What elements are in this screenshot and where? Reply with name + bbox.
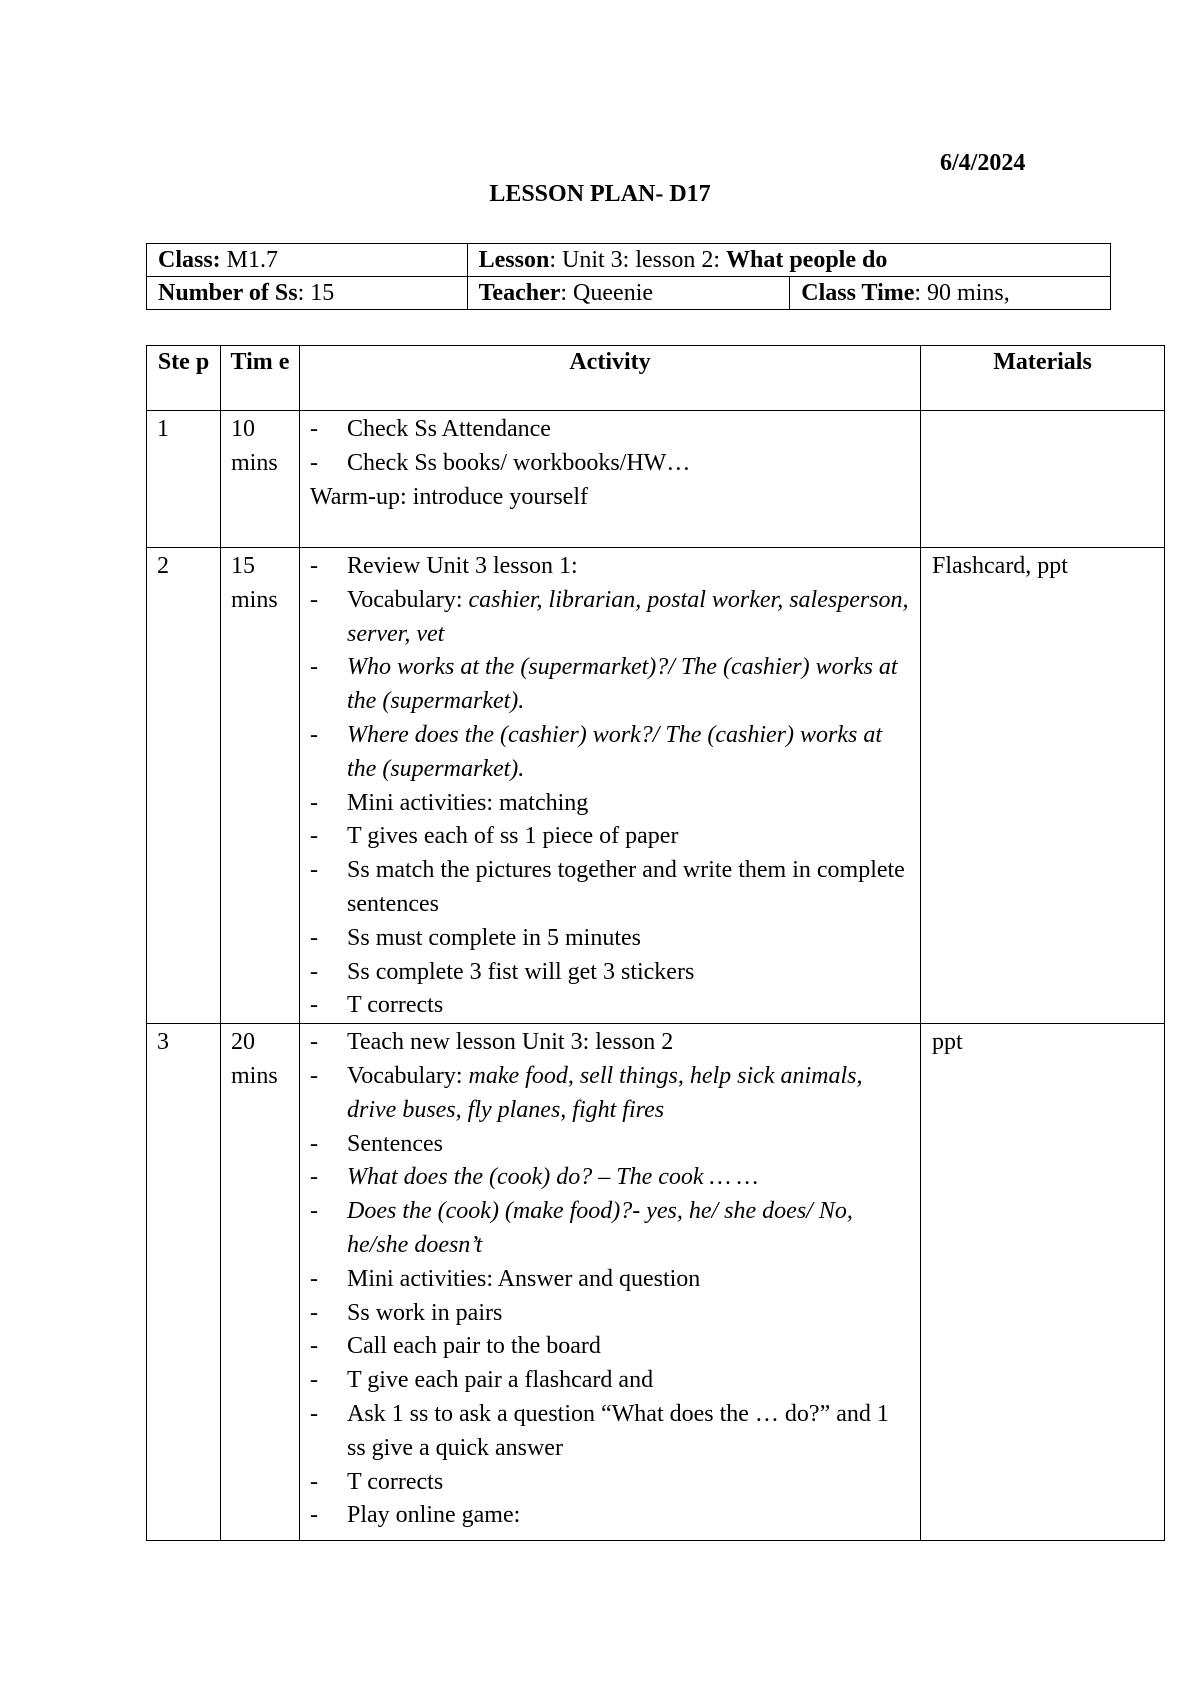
activity-header: Activity <box>300 346 921 411</box>
activity-item: - What does the (cook) do? – The cook … … <box>310 1161 910 1195</box>
lesson-value: : Unit 3: lesson 2: <box>549 247 726 273</box>
step-cell: 2 <box>147 548 221 1024</box>
time-cell: 10 mins <box>221 411 300 548</box>
teacher-value: : Queenie <box>560 280 654 306</box>
activity-item: - Teach new lesson Unit 3: lesson 2 <box>310 1026 910 1060</box>
class-time-cell <box>790 277 1111 310</box>
activity-item: - T corrects <box>310 1466 910 1500</box>
lesson-title: What people do <box>725 247 888 273</box>
activity-item: - Does the (cook) (make food)?- yes, he/ she does/ No, he/she doesn’t <box>310 1195 910 1263</box>
plan-row <box>147 411 1165 548</box>
activity-item: - Sentences <box>310 1128 910 1162</box>
activity-item: - Ss match the pictures together and write them in complete sentences <box>310 854 910 922</box>
plan-row <box>147 548 1165 1024</box>
step-cell: 1 <box>147 411 221 548</box>
time-header: Tim e <box>221 346 300 411</box>
materials-cell: ppt <box>921 1024 1165 1541</box>
plan-header-row <box>147 346 1165 411</box>
students-label: Number of Ss <box>158 280 298 306</box>
materials-header: Materials <box>921 346 1165 411</box>
lesson-plan-table <box>146 345 1165 1541</box>
materials-cell <box>921 411 1165 548</box>
class-value: M1.7 <box>226 247 279 273</box>
class-cell <box>147 244 468 277</box>
lesson-label: Lesson <box>478 247 550 273</box>
activity-item: - Mini activities: matching <box>310 787 910 821</box>
activity-item: - Call each pair to the board <box>310 1330 910 1364</box>
document-title: LESSON PLAN- D17 <box>489 181 711 207</box>
activity-item: - Check Ss books/ workbooks/HW… <box>310 447 910 481</box>
time-cell: 15 mins <box>221 548 300 1024</box>
materials-cell: Flashcard, ppt <box>921 548 1165 1024</box>
class-time-value: : 90 mins, <box>914 280 1010 306</box>
time-cell: 20 mins <box>221 1024 300 1541</box>
step-header: Ste p <box>147 346 221 411</box>
activity-item: - Mini activities: Answer and question <box>310 1263 910 1297</box>
students-cell <box>147 277 468 310</box>
teacher-label: Teacher <box>478 280 561 306</box>
class-info-row <box>147 244 1111 277</box>
activity-item: - Vocabulary: cashier, librarian, postal worker, salesperson, server, vet <box>310 584 910 652</box>
activity-item: - Ask 1 ss to ask a question “What does the … do?” and 1 ss give a quick answer <box>310 1398 910 1466</box>
activity-item: - Review Unit 3 lesson 1: <box>310 550 910 584</box>
activity-cell <box>300 1024 921 1541</box>
activity-item: - Check Ss Attendance <box>310 413 910 447</box>
activity-item: - Play online game: <box>310 1499 910 1533</box>
activity-item: - Ss complete 3 fist will get 3 stickers <box>310 956 910 990</box>
lesson-cell <box>467 244 1110 277</box>
activity-cell <box>300 548 921 1024</box>
activity-item: - Who works at the (supermarket)?/ The (cashier) works at the (supermarket). <box>310 651 910 719</box>
students-value: : 15 <box>297 280 335 306</box>
class-info-row <box>147 277 1111 310</box>
activity-item: - T give each pair a flashcard and <box>310 1364 910 1398</box>
activity-item: - T corrects <box>310 989 910 1023</box>
activity-item: - Ss must complete in 5 minutes <box>310 922 910 956</box>
class-info-table <box>146 243 1111 310</box>
activity-item: - Where does the (cashier) work?/ The (cashier) works at the (supermarket). <box>310 719 910 787</box>
activity-item: - Ss work in pairs <box>310 1297 910 1331</box>
activity-cell <box>300 411 921 548</box>
class-label: Class: <box>158 247 221 273</box>
step-cell: 3 <box>147 1024 221 1541</box>
document-date: 6/4/2024 <box>940 150 1026 176</box>
teacher-cell <box>467 277 790 310</box>
activity-item: - T gives each of ss 1 piece of paper <box>310 820 910 854</box>
activity-note: Warm-up: introduce yourself <box>310 483 588 510</box>
class-time-label: Class Time <box>801 280 915 306</box>
plan-row <box>147 1024 1165 1541</box>
activity-item: - Vocabulary: make food, sell things, help sick animals, drive buses, fly planes, fight fires <box>310 1060 910 1128</box>
